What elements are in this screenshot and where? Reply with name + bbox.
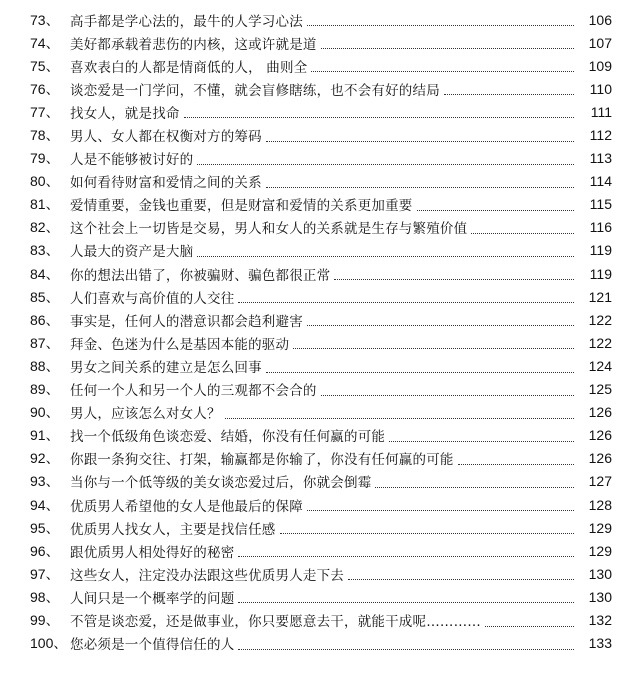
toc-leader-dots: [197, 256, 574, 257]
toc-entry-page-number: 127: [588, 473, 612, 490]
toc-entry-number: 100、: [30, 635, 68, 652]
toc-entry[interactable]: [0, 77, 620, 100]
toc-entry-page-number: 112: [589, 127, 612, 144]
toc-entry-title: 男人，应该怎么对女人？: [70, 406, 221, 423]
toc-entry[interactable]: [0, 493, 620, 516]
toc-entry-title: 如何看待财富和爱情之间的关系: [70, 175, 262, 192]
toc-entry-title: 人间只是一个概率学的问题: [70, 590, 235, 607]
toc-entry-title: 优质男人找女人，主要是找信任感: [70, 521, 276, 538]
toc-entry-page-number: 106: [588, 11, 612, 28]
toc-leader-dots: [238, 649, 574, 650]
toc-entry-title: 这个社会上一切皆是交易，男人和女人的关系就是生存与繁殖价值: [70, 221, 468, 238]
toc-entry-title: 你的想法出错了，你被骗财、骗色都很正常: [70, 267, 331, 284]
toc-entry[interactable]: [0, 354, 620, 377]
toc-entry-page-number: 122: [588, 311, 612, 328]
toc-entry-page-number: 110: [589, 80, 612, 97]
toc-leader-dots: [389, 441, 574, 442]
toc-leader-dots: [311, 71, 574, 72]
toc-entry-number: 96、: [30, 542, 60, 559]
toc-entry-number: 87、: [30, 334, 60, 351]
toc-entry[interactable]: [0, 470, 620, 493]
toc-leader-dots: [238, 556, 574, 557]
toc-entry-page-number: 129: [588, 542, 612, 559]
toc-entry[interactable]: [0, 401, 620, 424]
table-of-contents: [0, 8, 620, 655]
toc-entry-title: 任何一个人和另一个人的三观都不会合的: [70, 383, 317, 400]
toc-entry[interactable]: [0, 123, 620, 146]
toc-entry[interactable]: [0, 331, 620, 354]
toc-entry-title: 跟优质男人相处得好的秘密: [70, 544, 235, 561]
toc-entry-number: 88、: [30, 357, 60, 374]
toc-entry-title: 人们喜欢与高价值的人交往: [70, 290, 235, 307]
toc-leader-dots: [458, 464, 574, 465]
toc-entry-title: 人最大的资产是大脑: [70, 244, 194, 261]
toc-entry-page-number: 119: [589, 242, 612, 259]
toc-entry-number: 74、: [30, 34, 60, 51]
toc-entry-title: 找女人，就是找命: [70, 105, 180, 122]
toc-entry[interactable]: [0, 239, 620, 262]
toc-entry-title: 事实是，任何人的潜意识都会趋利避害: [70, 313, 303, 330]
toc-leader-dots: [417, 210, 574, 211]
toc-entry-title: 高手都是学心法的，最牛的人学习心法: [70, 13, 303, 30]
toc-entry-title: 喜欢表白的人都是情商低的人， 曲则全: [70, 59, 308, 76]
toc-entry[interactable]: [0, 216, 620, 239]
toc-leader-dots: [471, 233, 574, 234]
toc-leader-dots: [485, 626, 574, 627]
toc-entry[interactable]: [0, 608, 620, 631]
toc-leader-dots: [197, 164, 574, 165]
toc-entry-page-number: 130: [588, 565, 612, 582]
toc-entry-page-number: 114: [589, 173, 612, 190]
toc-entry-page-number: 132: [588, 611, 612, 628]
toc-entry-title: 男人、女人都在权衡对方的筹码: [70, 129, 262, 146]
toc-entry-title: 爱情重要，金钱也重要，但是财富和爱情的关系更加重要: [70, 198, 413, 215]
toc-entry[interactable]: [0, 308, 620, 331]
toc-entry-number: 83、: [30, 242, 60, 259]
toc-entry[interactable]: [0, 424, 620, 447]
toc-leader-dots: [307, 510, 574, 511]
toc-leader-dots: [266, 187, 574, 188]
toc-entry[interactable]: [0, 632, 620, 655]
toc-leader-dots: [348, 579, 574, 580]
toc-leader-dots: [184, 117, 574, 118]
toc-entry-number: 89、: [30, 381, 60, 398]
toc-entry-number: 90、: [30, 404, 60, 421]
toc-leader-dots: [321, 395, 574, 396]
toc-entry-number: 73、: [30, 11, 60, 28]
toc-entry-number: 92、: [30, 450, 60, 467]
toc-entry-number: 97、: [30, 565, 60, 582]
toc-entry-title: 美好都承载着悲伤的内核，这或许就是道: [70, 36, 317, 53]
toc-entry-number: 91、: [30, 427, 60, 444]
toc-entry-number: 98、: [30, 588, 60, 605]
toc-entry-title: 男女之间关系的建立是怎么回事: [70, 359, 262, 376]
toc-entry-number: 95、: [30, 519, 60, 536]
toc-entry-page-number: 126: [588, 450, 612, 467]
toc-entry[interactable]: [0, 100, 620, 123]
toc-entry[interactable]: [0, 31, 620, 54]
toc-entry-number: 85、: [30, 288, 60, 305]
toc-entry-page-number: 124: [588, 357, 612, 374]
toc-entry-number: 76、: [30, 80, 60, 97]
toc-entry-page-number: 128: [588, 496, 612, 513]
toc-entry-number: 75、: [30, 57, 60, 74]
toc-entry-number: 77、: [30, 103, 60, 120]
toc-entry-page-number: 122: [588, 334, 612, 351]
toc-entry-title: 找一个低级角色谈恋爱、结婚，你没有任何赢的可能: [70, 429, 386, 446]
toc-entry-title: 人是不能够被讨好的: [70, 152, 194, 169]
toc-entry-number: 84、: [30, 265, 60, 282]
toc-entry[interactable]: [0, 262, 620, 285]
toc-entry[interactable]: [0, 170, 620, 193]
toc-entry-title: 当你与一个低等级的美女谈恋爱过后，你就会倒霉: [70, 475, 372, 492]
toc-entry-page-number: 126: [588, 427, 612, 444]
toc-entry[interactable]: [0, 54, 620, 77]
toc-entry-page-number: 115: [589, 196, 612, 213]
toc-leader-dots: [444, 94, 574, 95]
toc-leader-dots: [266, 141, 574, 142]
toc-entry[interactable]: [0, 585, 620, 608]
toc-entry-title: 您必须是一个值得信任的人: [70, 637, 235, 654]
toc-entry-page-number: 109: [588, 57, 612, 74]
toc-leader-dots: [238, 302, 574, 303]
toc-leader-dots: [321, 48, 574, 49]
toc-leader-dots: [225, 418, 574, 419]
toc-entry-page-number: 130: [588, 588, 612, 605]
toc-entry-title: 优质男人希望他的女人是他最后的保障: [70, 498, 303, 515]
toc-leader-dots: [307, 325, 574, 326]
toc-entry[interactable]: [0, 516, 620, 539]
toc-entry-number: 78、: [30, 127, 60, 144]
toc-entry[interactable]: [0, 562, 620, 585]
toc-entry-number: 79、: [30, 150, 60, 167]
toc-entry-page-number: 126: [588, 404, 612, 421]
toc-entry-title: 这些女人，注定没办法跟这些优质男人走下去: [70, 567, 344, 584]
toc-entry[interactable]: [0, 285, 620, 308]
toc-leader-dots: [334, 279, 574, 280]
toc-entry-page-number: 116: [589, 219, 612, 236]
toc-entry-number: 99、: [30, 611, 60, 628]
toc-entry-page-number: 129: [588, 519, 612, 536]
toc-entry-title: 拜金、色迷为什么是基因本能的驱动: [70, 336, 290, 353]
toc-entry-title: 不管是谈恋爱，还是做事业，你只要愿意去干，就能干成呢…………: [70, 613, 481, 630]
toc-entry-page-number: 119: [589, 265, 612, 282]
toc-leader-dots: [307, 25, 574, 26]
toc-entry-page-number: 133: [588, 635, 612, 652]
toc-entry-number: 81、: [30, 196, 60, 213]
toc-entry-page-number: 107: [588, 34, 612, 51]
toc-entry[interactable]: [0, 193, 620, 216]
toc-entry[interactable]: [0, 8, 620, 31]
toc-entry-number: 82、: [30, 219, 60, 236]
toc-leader-dots: [266, 372, 574, 373]
toc-entry-page-number: 111: [590, 103, 612, 120]
toc-entry-page-number: 113: [589, 150, 612, 167]
toc-leader-dots: [375, 487, 574, 488]
toc-entry-page-number: 121: [588, 288, 612, 305]
toc-entry-number: 94、: [30, 496, 60, 513]
toc-entry[interactable]: [0, 447, 620, 470]
toc-entry-title: 谈恋爱是一门学问，不懂，就会盲修瞎练，也不会有好的结局: [70, 82, 440, 99]
toc-leader-dots: [293, 348, 574, 349]
toc-entry-number: 86、: [30, 311, 60, 328]
toc-entry-title: 你跟一条狗交往、打架，输赢都是你输了，你没有任何赢的可能: [70, 452, 454, 469]
toc-entry[interactable]: [0, 378, 620, 401]
toc-leader-dots: [280, 533, 574, 534]
toc-entry[interactable]: [0, 539, 620, 562]
toc-entry-page-number: 125: [588, 381, 612, 398]
toc-entry-number: 93、: [30, 473, 60, 490]
toc-leader-dots: [238, 602, 574, 603]
toc-entry-number: 80、: [30, 173, 60, 190]
toc-entry[interactable]: [0, 147, 620, 170]
